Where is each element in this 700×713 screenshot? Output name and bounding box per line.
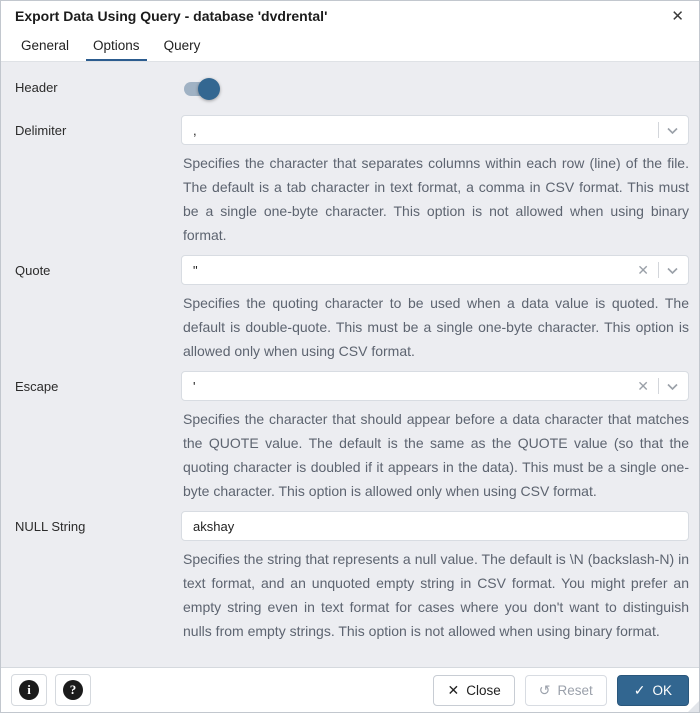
null-string-row xyxy=(15,511,689,643)
ok-button-label: OK xyxy=(652,682,672,698)
help-icon: ? xyxy=(63,680,83,700)
header-label: Header xyxy=(15,80,58,95)
delimiter-combo-controls xyxy=(658,122,679,138)
info-icon: i xyxy=(19,680,39,700)
clear-icon[interactable]: ✕ xyxy=(637,262,649,278)
quote-help-text: Specifies the quoting character to be used when a data value is quoted. The default is double-quote. This must be a single one-byte character. This option is allowed only when using CSV format. xyxy=(183,295,689,359)
close-button-label: Close xyxy=(466,682,501,698)
quote-combobox[interactable] xyxy=(181,255,689,285)
resize-grip[interactable] xyxy=(688,701,699,712)
quote-combo-controls xyxy=(637,262,679,278)
null-string-help-text: Specifies the string that represents a null value. The default is \N (backslash-N) in text format, and an unquoted empty string in CSV format. You might prefer an empty string even in text format for cases where you don't want to distinguish nulls from empty strings. This option is not allowed when using binary format. xyxy=(183,551,689,639)
combo-separator xyxy=(658,262,659,278)
combo-separator xyxy=(658,378,659,394)
quote-label: Quote xyxy=(15,263,51,278)
close-button[interactable] xyxy=(433,675,514,706)
chevron-down-icon[interactable] xyxy=(666,382,679,391)
info-button[interactable] xyxy=(11,674,47,706)
tab-bar xyxy=(1,31,699,62)
escape-value: ' xyxy=(193,378,196,394)
reset-button[interactable] xyxy=(525,675,607,706)
reset-button-label: Reset xyxy=(557,682,593,698)
options-panel xyxy=(1,62,699,667)
delimiter-label: Delimiter xyxy=(15,123,67,138)
reset-undo-icon: ↺ xyxy=(538,682,551,698)
escape-combo-controls xyxy=(637,378,679,394)
dialog-titlebar xyxy=(1,1,699,31)
dialog-title: Export Data Using Query - database 'dvdrental' xyxy=(15,8,328,24)
help-button[interactable] xyxy=(55,674,91,706)
delimiter-help-text: Specifies the character that separates columns within each row (line) of the file. The default is a tab character in text format, a comma in CSV format. This must be a single one-byte character. This option is not allowed when using binary format. xyxy=(183,155,689,243)
delimiter-value: , xyxy=(193,122,197,138)
tab-query[interactable]: Query xyxy=(163,37,201,53)
check-icon: ✓ xyxy=(633,682,646,698)
clear-icon[interactable]: ✕ xyxy=(637,378,649,394)
null-string-label: NULL String xyxy=(15,519,86,534)
escape-combobox[interactable] xyxy=(181,371,689,401)
escape-help-text: Specifies the character that should appear before a data character that matches the QUOTE value. The default is the same as the QUOTE value (so that the quoting character is doubled if it appears in the data). This must be a single one-byte character. This option is allowed only when using CSV format. xyxy=(183,411,689,499)
header-toggle-knob xyxy=(198,78,220,100)
dialog-footer xyxy=(1,667,699,712)
header-toggle[interactable] xyxy=(184,82,216,96)
escape-label: Escape xyxy=(15,379,59,394)
tab-general[interactable]: General xyxy=(21,37,70,53)
header-row xyxy=(15,75,689,105)
delimiter-row xyxy=(15,115,689,247)
close-icon[interactable]: ✕ xyxy=(671,7,684,25)
escape-row xyxy=(15,371,689,503)
delimiter-combobox[interactable] xyxy=(181,115,689,145)
tab-options[interactable]: Options xyxy=(86,31,147,61)
null-string-input[interactable] xyxy=(181,511,689,541)
ok-button[interactable] xyxy=(617,675,689,706)
close-x-icon: ✕ xyxy=(447,682,460,698)
quote-row xyxy=(15,255,689,363)
footer-actions xyxy=(433,675,689,706)
combo-separator xyxy=(658,122,659,138)
chevron-down-icon[interactable] xyxy=(666,126,679,135)
quote-value: " xyxy=(193,262,198,278)
chevron-down-icon[interactable] xyxy=(666,266,679,275)
